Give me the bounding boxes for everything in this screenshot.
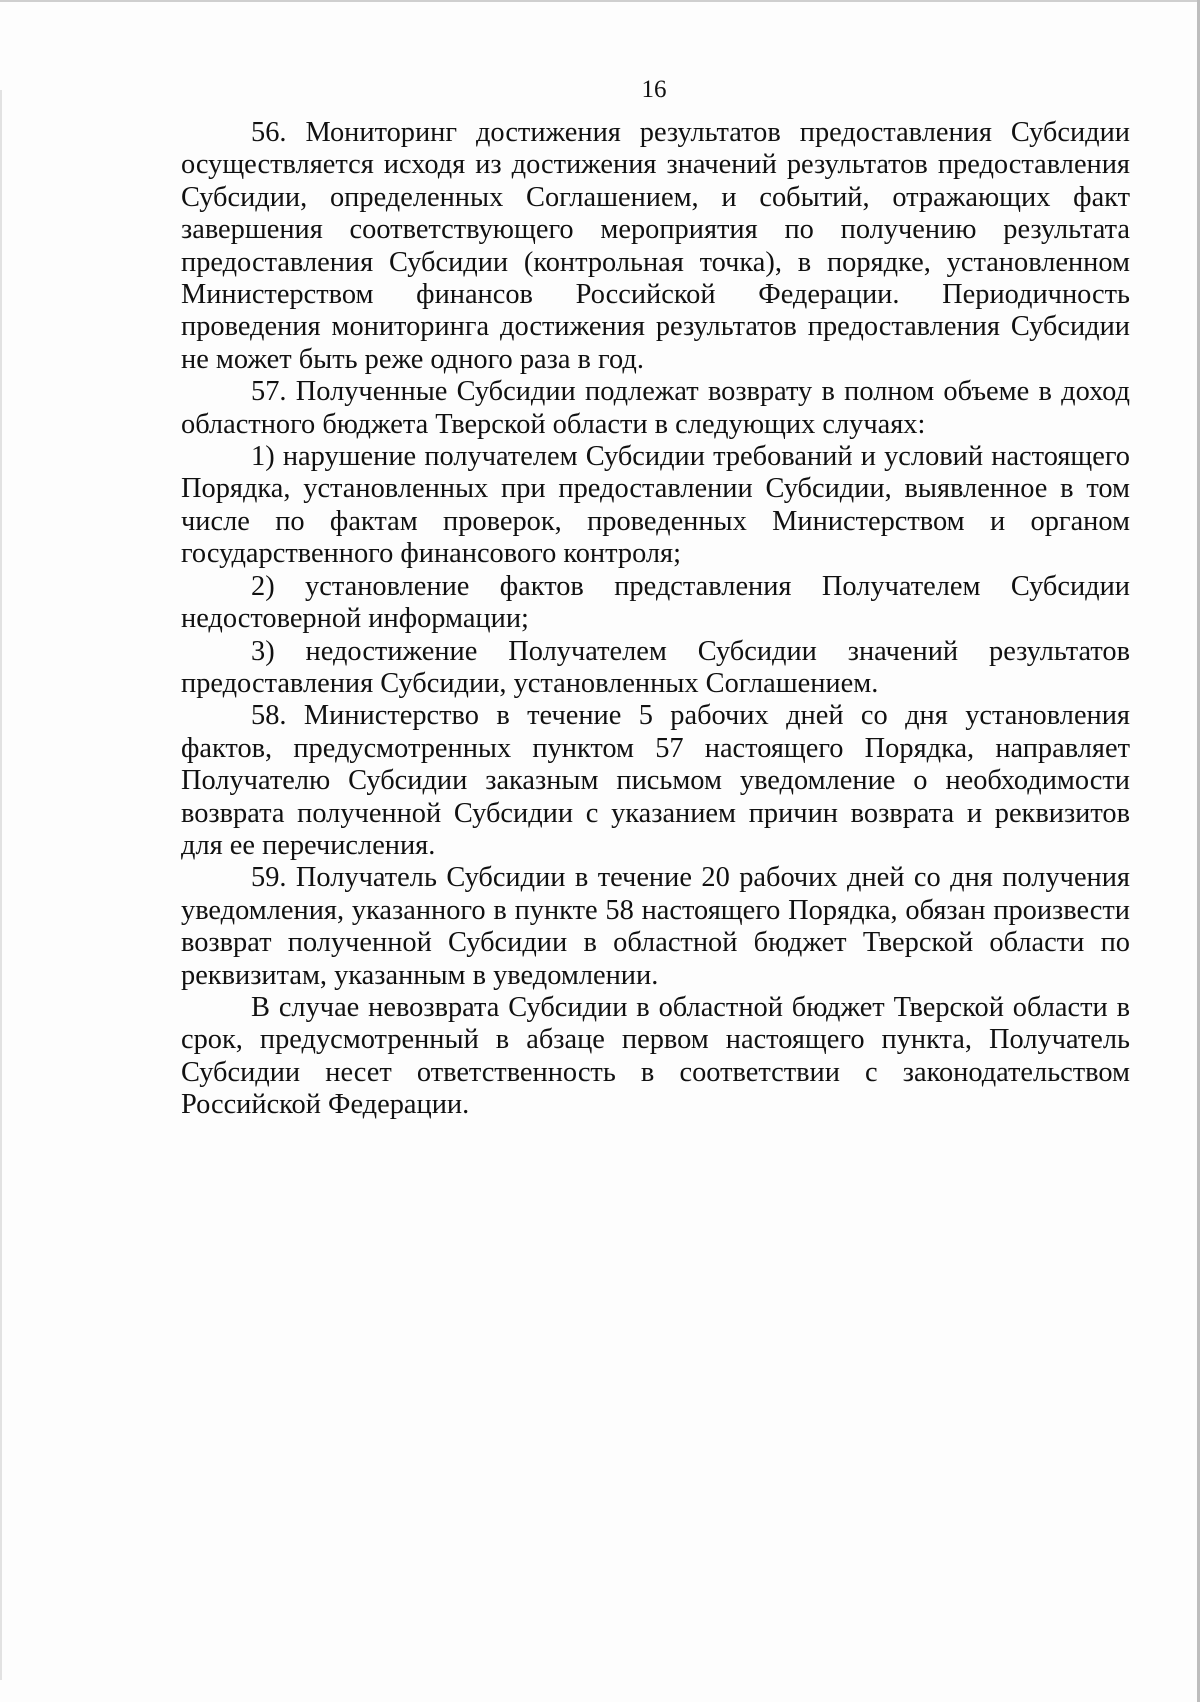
- paragraph-57: 57. Полученные Субсидии подлежат возврату в полном объеме в доход областного бюджета Тверской области в следующих случаях:: [181, 376, 1130, 440]
- scan-left-edge: [0, 90, 2, 1680]
- paragraph-58: 58. Министерство в течение 5 рабочих дней со дня установления фактов, предусмотренных пунктом 57 настоящего Порядка, направляет Получателю Субсидии заказным письмом уведомление о необходимости возврата полученной Субсидии с указанием причин возврата и реквизитов для ее перечисления.: [181, 700, 1130, 861]
- paragraph-59-second: В случае невозврата Субсидии в областной бюджет Тверской области в срок, предусмотренный в абзаце первом настоящего пункта, Получатель Субсидии несет ответственность в соответствии с законодательством Российской Федерации.: [181, 991, 1130, 1121]
- paragraph-59: 59. Получатель Субсидии в течение 20 рабочих дней со дня получения уведомления, указанного в пункте 58 настоящего Порядка, обязан произвести возврат полученной Субсидии в областной бюджет Тверской области по реквизитам, указанным в уведомлении.: [181, 862, 1130, 991]
- document-body: [181, 117, 1130, 1122]
- scan-top-edge: [0, 0, 1200, 2]
- paragraph-57-item-3: 3) недостижение Получателем Субсидии значений результатов предоставления Субсидии, установленных Соглашением.: [181, 635, 1130, 699]
- paragraph-57-item-1: 1) нарушение получателем Субсидии требований и условий настоящего Порядка, установленных при предоставлении Субсидии, выявленное в том числе по фактам проверок, проведенных Министерством и органом государственного финансового контроля;: [181, 441, 1130, 570]
- paragraph-57-item-2: 2) установление фактов представления Получателем Субсидии недостоверной информации;: [181, 570, 1130, 635]
- page-number: 16: [641, 76, 667, 103]
- paragraph-56: 56. Мониторинг достижения результатов предоставления Субсидии осуществляется исходя из достижения значений результатов предоставления Субсидии, определенных Соглашением, и событий, отражающих факт завершения соответствующего мероприятия по получению результата предоставления Субсидии (контрольная точка), в порядке, установленном Министерством финансов Российской Федерации. Периодичность проведения мониторинга достижения результатов предоставления Субсидии не может быть реже одного раза в год.: [181, 117, 1130, 375]
